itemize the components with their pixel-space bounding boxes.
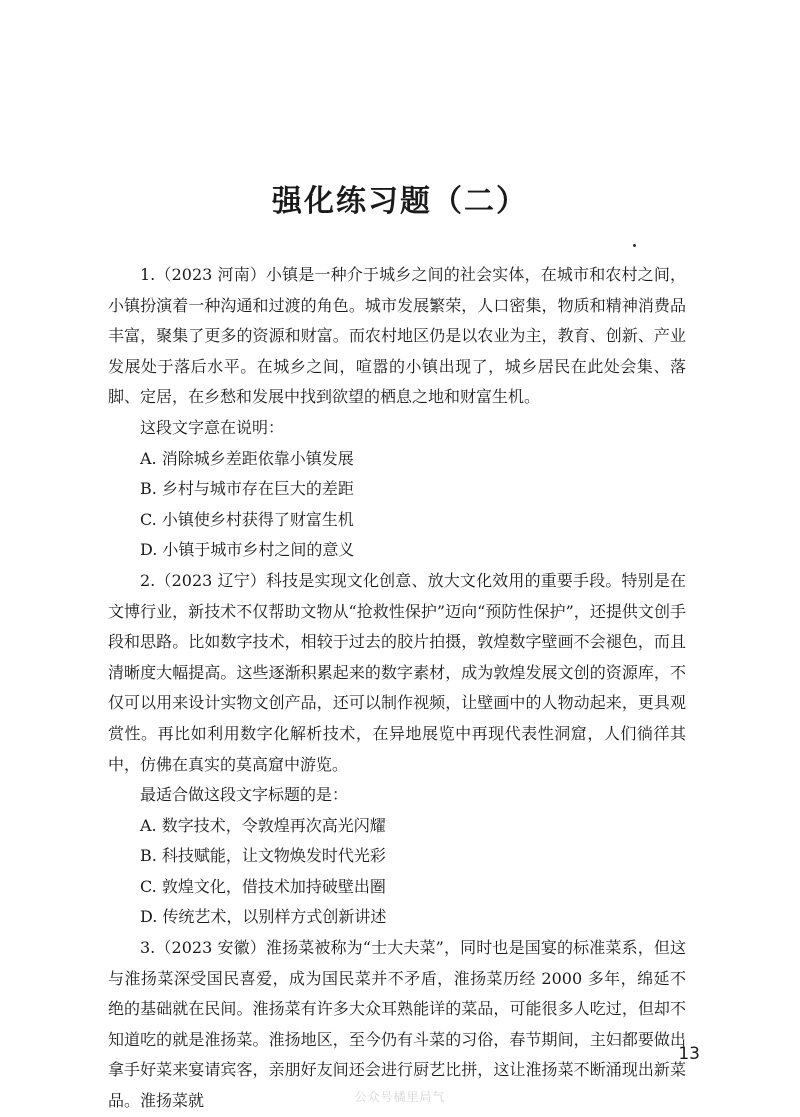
scan-speck — [633, 244, 636, 247]
question-2-option-a: A. 数字技术，令敦煌再次高光闪耀 — [140, 815, 386, 835]
question-2-text: 2.（2023 辽宁）科技是实现文化创意、放大文化效用的重要手段。特别是在文博行业，新技术不仅帮助文物从“抢救性保护”迈向“预防性保护”，还提供文创手段和思路。比如数字技术，相较于过去的胶片拍摄，敦煌数字壁画不会褪色，而且清晰度大幅提高。这些逐渐积累起来的数字素材，成为敦煌发展文创的资源库，不仅可以用来设计实物文创产品，还可以制作视频，让壁画中的人物动起来，更具观赏性。再比如利用数字化解析技术，在异地展览中再现代表性洞窟，人们徜徉其中，仿佛在真实的莫高窟中游览。 — [108, 570, 686, 774]
question-1-option-b: B. 乡村与城市存在巨大的差距 — [140, 479, 354, 499]
page-number: 13 — [678, 1044, 700, 1064]
question-1-text: 1.（2023 河南）小镇是一种介于城乡之间的社会实体，在城市和农村之间，小镇扮演着一种沟通和过渡的角色。城市发展繁荣，人口密集，物质和精神消费品丰富，聚集了更多的资源和财富。而农村地区仍是以农业为主，教育、创新、产业发展处于落后水平。在城乡之间，喧嚣的小镇出现了，城乡居民在此处会集、落脚、定居，在乡愁和发展中找到欲望的栖息之地和财富生机。 — [108, 265, 686, 407]
question-1-option-d: D. 小镇于城市乡村之间的意义 — [140, 540, 355, 560]
question-2 — [108, 566, 686, 933]
question-1 — [108, 260, 686, 566]
question-2-prompt: 最适合做这段文字标题的是： — [140, 785, 349, 805]
question-2-option-d: D. 传统艺术，以别样方式创新讲述 — [140, 907, 387, 927]
question-2-option-c: C. 敦煌文化，借技术加持破壁出圈 — [140, 876, 386, 896]
page-title: 强化练习题（二） — [272, 184, 528, 219]
question-1-option-c: C. 小镇使乡村获得了财富生机 — [140, 509, 354, 529]
watermark: 公众号橘里局气 — [354, 1090, 446, 1104]
question-1-prompt: 这段文字意在说明： — [140, 417, 285, 437]
question-3-text: 3.（2023 安徽）淮扬菜被称为“士大夫菜”，同时也是国宴的标准菜系，但这与淮扬菜深受国民喜爱，成为国民菜并不矛盾，淮扬菜历经 2000 多年，绵延不绝的基础就在民间。淮扬菜有许多大众耳熟能详的菜品，可能很多人吃过，但却不知道吃的就是淮扬菜。淮扬地区，至今仍有斗菜的习俗，春节期间，主妇都要做出拿手好菜来宴请宾客，亲朋好友间还会进行厨艺比拼，这让淮扬菜不断涌现出新菜品。淮扬菜就 — [108, 938, 686, 1111]
question-2-option-b: B. 科技赋能，让文物焕发时代光彩 — [140, 846, 386, 866]
question-1-option-a: A. 消除城乡差距依靠小镇发展 — [140, 448, 354, 468]
questions-body — [108, 260, 686, 1117]
